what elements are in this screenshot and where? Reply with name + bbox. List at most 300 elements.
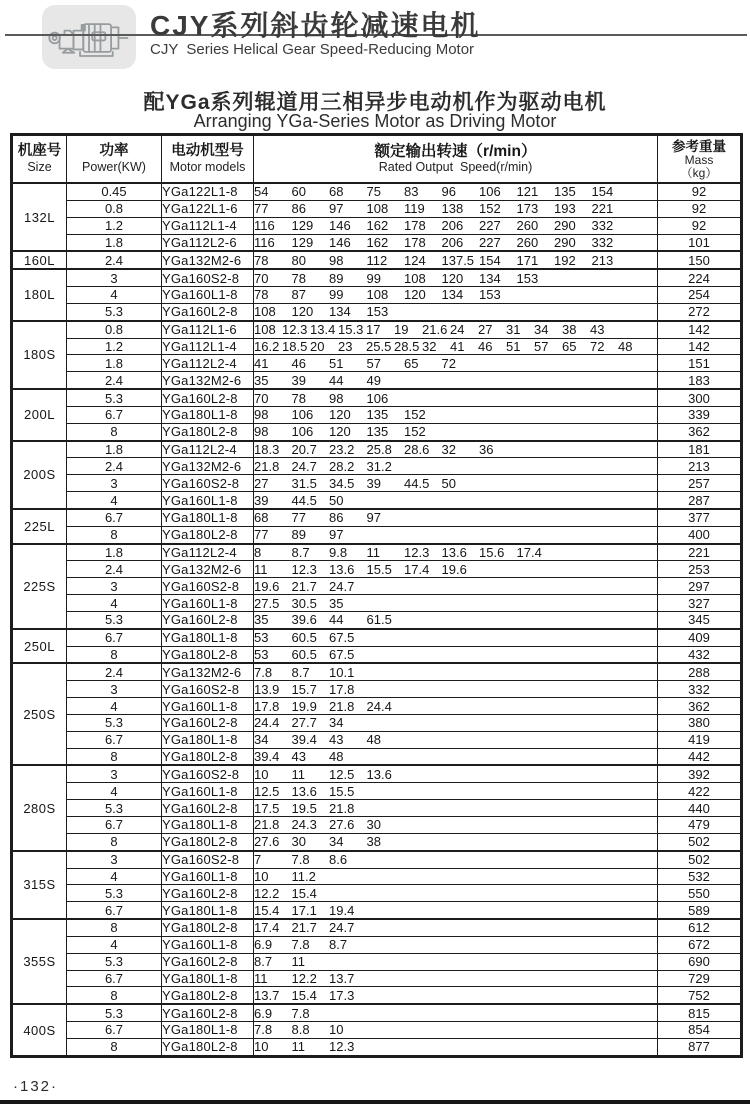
bottom-border-bar <box>0 1100 750 1104</box>
mass-cell: 550 <box>658 885 742 902</box>
power-cell: 3 <box>67 578 162 595</box>
speed-value: 34.5 <box>329 475 355 491</box>
model-cell: YGa180L1-8 <box>162 1022 254 1039</box>
table-row <box>12 441 742 458</box>
mass-cell: 589 <box>658 902 742 919</box>
speed-cell <box>254 611 658 628</box>
size-cell: 250L <box>12 629 67 664</box>
speed-value: 134 <box>441 287 464 303</box>
speed-value: 108 <box>366 287 389 303</box>
speed-value: 15.6 <box>479 545 505 561</box>
power-cell: 2.4 <box>67 372 162 389</box>
speed-value: 27.5 <box>254 595 280 611</box>
power-cell: 1.8 <box>67 544 162 561</box>
speed-value: 60 <box>291 184 306 200</box>
mass-cell: 612 <box>658 919 742 936</box>
speed-cell <box>254 355 658 372</box>
col-header-mass <box>658 135 742 184</box>
speed-value: 34 <box>329 834 344 850</box>
speed-cell <box>254 783 658 800</box>
model-cell: YGa112L1-6 <box>162 321 254 338</box>
size-cell: 200L <box>12 389 67 441</box>
model-cell: YGa160L2-8 <box>162 885 254 902</box>
power-cell: 4 <box>67 492 162 509</box>
gear-motor-icon <box>42 5 136 69</box>
speed-value: 227 <box>479 234 501 250</box>
speed-value: 8.6 <box>329 852 348 868</box>
speed-cell <box>254 953 658 970</box>
speed-value: 116 <box>254 234 275 250</box>
speed-value: 106 <box>291 424 314 440</box>
power-cell: 3 <box>67 851 162 868</box>
speed-value: 53 <box>254 647 269 663</box>
speed-value: 30 <box>291 834 306 850</box>
speed-value: 54 <box>254 184 269 200</box>
mass-cell: 345 <box>658 611 742 628</box>
speed-value: 43 <box>590 322 605 338</box>
table-row <box>12 629 742 646</box>
power-cell: 8 <box>67 526 162 543</box>
mass-cell: 377 <box>658 509 742 526</box>
col-header-mass-unit: （kg） <box>680 165 718 180</box>
mass-cell: 257 <box>658 475 742 492</box>
speed-value: 46 <box>291 355 306 371</box>
model-cell: YGa180L1-8 <box>162 816 254 833</box>
speed-value: 10 <box>329 1022 344 1038</box>
mass-cell: 380 <box>658 714 742 731</box>
speed-cell <box>254 868 658 885</box>
size-cell: 280S <box>12 765 67 850</box>
mass-cell: 142 <box>658 321 742 338</box>
speed-cell <box>254 1038 658 1056</box>
power-cell: 8 <box>67 987 162 1004</box>
col-header-model <box>162 135 254 184</box>
mass-cell: 272 <box>658 303 742 320</box>
speed-value: 152 <box>479 201 501 217</box>
power-cell: 6.7 <box>67 1022 162 1039</box>
speed-value: 108 <box>254 304 276 320</box>
table-row <box>12 800 742 817</box>
speed-value: 86 <box>291 201 306 217</box>
mass-cell: 362 <box>658 423 742 440</box>
speed-cell <box>254 338 658 355</box>
speed-value: 97 <box>366 510 381 526</box>
speed-value: 97 <box>329 201 344 217</box>
mass-cell: 254 <box>658 287 742 304</box>
model-cell: YGa112L2-4 <box>162 544 254 561</box>
model-cell: YGa180L1-8 <box>162 406 254 423</box>
table-row <box>12 611 742 628</box>
table-row <box>12 646 742 663</box>
power-cell: 6.7 <box>67 629 162 646</box>
speed-value: 13.6 <box>441 545 467 561</box>
speed-cell <box>254 714 658 731</box>
mass-cell: 288 <box>658 663 742 680</box>
speed-value: 30.5 <box>291 595 317 611</box>
speed-value: 72 <box>590 338 605 354</box>
speed-cell <box>254 441 658 458</box>
size-cell: 355S <box>12 919 67 1004</box>
size-cell: 225L <box>12 509 67 544</box>
model-cell: YGa160L2-8 <box>162 800 254 817</box>
speed-value: 11 <box>366 545 380 561</box>
mass-cell: 213 <box>658 458 742 475</box>
speed-value: 18.5 <box>282 338 308 354</box>
speed-value: 153 <box>516 270 539 286</box>
speed-value: 11.2 <box>291 868 316 884</box>
speed-value: 112 <box>366 252 388 268</box>
speed-cell <box>254 663 658 680</box>
col-header-size-en: Size <box>27 160 52 174</box>
power-cell: 5.3 <box>67 800 162 817</box>
table-row <box>12 183 742 200</box>
speed-value: 7.8 <box>291 1005 310 1021</box>
speed-value: 27.6 <box>254 834 280 850</box>
speed-value: 129 <box>291 234 314 250</box>
speed-cell <box>254 509 658 526</box>
speed-value: 290 <box>554 218 576 234</box>
speed-value: 27.7 <box>291 715 317 731</box>
speed-value: 11 <box>291 766 305 782</box>
col-header-mass-en: Mass <box>684 152 714 167</box>
speed-value: 31.5 <box>291 475 317 491</box>
speed-value: 75 <box>366 184 381 200</box>
speed-cell <box>254 987 658 1004</box>
model-cell: YGa180L1-8 <box>162 970 254 987</box>
power-cell: 8 <box>67 919 162 936</box>
col-header-power-en: Power(KW) <box>82 160 146 174</box>
model-cell: YGa160S2-8 <box>162 765 254 782</box>
speed-value: 7.8 <box>291 937 310 953</box>
power-cell: 1.8 <box>67 355 162 372</box>
mass-cell: 502 <box>658 851 742 868</box>
speed-value: 206 <box>441 218 464 234</box>
speed-value: 137.5 <box>441 252 475 268</box>
speed-value: 15.5 <box>329 783 355 799</box>
power-cell: 4 <box>67 287 162 304</box>
table-row <box>12 321 742 338</box>
section-heading-cn: 配YGa系列辊道用三相异步电动机作为驱动电机 <box>143 91 607 114</box>
speed-value: 11 <box>254 561 268 577</box>
table-row <box>12 544 742 561</box>
speed-value: 10 <box>254 766 269 782</box>
speed-value: 124 <box>404 252 426 268</box>
speed-value: 10 <box>254 1039 269 1055</box>
col-header-speed-cn: 额定输出转速（r/min） <box>374 143 537 160</box>
model-cell: YGa160L1-8 <box>162 936 254 953</box>
table-body <box>12 183 742 1057</box>
size-cell: 400S <box>12 1004 67 1056</box>
mass-cell: 181 <box>658 441 742 458</box>
speed-value: 146 <box>329 218 351 234</box>
speed-value: 65 <box>562 338 577 354</box>
speed-value: 332 <box>591 218 614 234</box>
speed-cell <box>254 251 658 269</box>
speed-value: 106 <box>479 184 501 200</box>
speed-cell <box>254 544 658 561</box>
model-cell: YGa112L2-4 <box>162 355 254 372</box>
power-cell: 3 <box>67 269 162 286</box>
speed-value: 152 <box>404 424 426 440</box>
power-cell: 0.8 <box>67 321 162 338</box>
power-cell: 6.7 <box>67 731 162 748</box>
size-cell: 160L <box>12 251 67 269</box>
speed-value: 17.4 <box>516 545 542 561</box>
mass-cell: 362 <box>658 698 742 715</box>
speed-value: 15.5 <box>366 561 392 577</box>
speed-value: 116 <box>254 218 275 234</box>
speed-value: 134 <box>479 270 501 286</box>
speed-value: 146 <box>329 234 351 250</box>
speed-value: 12.5 <box>254 783 280 799</box>
speed-value: 44 <box>329 372 344 388</box>
speed-value: 32 <box>441 442 456 458</box>
model-cell: YGa132M2-6 <box>162 251 254 269</box>
speed-value: 80 <box>291 252 306 268</box>
speed-value: 153 <box>479 287 501 303</box>
size-cell: 180L <box>12 269 67 321</box>
speed-value: 48 <box>329 749 344 765</box>
speed-cell <box>254 406 658 423</box>
speed-value: 171 <box>516 252 539 268</box>
model-cell: YGa160S2-8 <box>162 269 254 286</box>
mass-cell: 432 <box>658 646 742 663</box>
speed-value: 19.6 <box>441 561 467 577</box>
speed-value: 98 <box>329 390 344 406</box>
speed-value: 38 <box>366 834 381 850</box>
speed-cell <box>254 800 658 817</box>
model-cell: YGa180L2-8 <box>162 833 254 850</box>
section-heading-en: Arranging YGa-Series Motor as Driving Motor <box>193 111 557 131</box>
mass-cell: 224 <box>658 269 742 286</box>
speed-value: 8.8 <box>291 1022 310 1038</box>
mass-cell: 92 <box>658 200 742 217</box>
speed-value: 39 <box>291 372 306 388</box>
size-cell: 180S <box>12 321 67 389</box>
speed-value: 154 <box>479 252 501 268</box>
speed-value: 24.7 <box>291 458 317 474</box>
speed-value: 13.9 <box>254 681 280 697</box>
power-cell: 6.7 <box>67 406 162 423</box>
speed-cell <box>254 183 658 200</box>
speed-value: 192 <box>554 252 576 268</box>
power-cell: 5.3 <box>67 1004 162 1021</box>
speed-value: 24.4 <box>366 698 392 714</box>
speed-value: 120 <box>404 287 426 303</box>
speed-value: 30 <box>366 817 381 833</box>
speed-value: 72 <box>441 355 456 371</box>
speed-value: 17.3 <box>329 987 355 1003</box>
speed-cell <box>254 492 658 509</box>
power-cell: 5.3 <box>67 953 162 970</box>
mass-cell: 92 <box>658 183 742 200</box>
speed-value: 12.2 <box>291 970 317 986</box>
mass-cell: 440 <box>658 800 742 817</box>
mass-cell: 297 <box>658 578 742 595</box>
speed-value: 87 <box>291 287 306 303</box>
speed-value: 129 <box>291 218 314 234</box>
speed-value: 43 <box>329 732 344 748</box>
model-cell: YGa160L1-8 <box>162 492 254 509</box>
table-row <box>12 987 742 1004</box>
speed-value: 11 <box>254 970 268 986</box>
speed-value: 8.7 <box>329 937 348 953</box>
speed-value: 50 <box>441 475 456 491</box>
power-cell: 8 <box>67 833 162 850</box>
speed-value: 34 <box>329 715 344 731</box>
speed-value: 152 <box>404 407 426 423</box>
speed-value: 332 <box>591 234 614 250</box>
speed-value: 21.8 <box>254 817 280 833</box>
speed-cell <box>254 372 658 389</box>
speed-value: 77 <box>254 201 269 217</box>
speed-value: 21.8 <box>329 800 355 816</box>
speed-value: 206 <box>441 234 464 250</box>
speed-value: 120 <box>441 270 464 286</box>
speed-value: 20 <box>310 338 325 354</box>
speed-value: 8.7 <box>254 954 273 970</box>
speed-value: 7.8 <box>291 852 310 868</box>
speed-value: 78 <box>291 270 306 286</box>
mass-cell: 877 <box>658 1038 742 1056</box>
speed-value: 135 <box>366 424 389 440</box>
speed-value: 23.2 <box>329 442 355 458</box>
speed-cell <box>254 200 658 217</box>
table-row <box>12 1038 742 1056</box>
table-row <box>12 458 742 475</box>
spec-table <box>10 133 743 1058</box>
speed-value: 10.1 <box>329 664 355 680</box>
model-cell: YGa160S2-8 <box>162 851 254 868</box>
speed-value: 24.7 <box>329 920 355 936</box>
table-row <box>12 338 742 355</box>
model-cell: YGa160L1-8 <box>162 698 254 715</box>
table-row <box>12 902 742 919</box>
table-row <box>12 355 742 372</box>
speed-cell <box>254 526 658 543</box>
speed-cell <box>254 851 658 868</box>
power-cell: 4 <box>67 698 162 715</box>
speed-value: 11 <box>291 954 305 970</box>
model-cell: YGa160L2-8 <box>162 389 254 406</box>
speed-value: 21.6 <box>422 322 448 338</box>
speed-value: 17.4 <box>254 920 280 936</box>
speed-value: 44.5 <box>404 475 430 491</box>
power-cell: 4 <box>67 868 162 885</box>
speed-value: 106 <box>291 407 314 423</box>
model-cell: YGa160L2-8 <box>162 303 254 320</box>
speed-cell <box>254 595 658 612</box>
model-cell: YGa180L2-8 <box>162 919 254 936</box>
model-cell: YGa160L1-8 <box>162 287 254 304</box>
mass-cell: 815 <box>658 1004 742 1021</box>
speed-value: 178 <box>404 218 426 234</box>
table-row <box>12 783 742 800</box>
speed-value: 12.3 <box>282 322 308 338</box>
speed-value: 153 <box>366 304 389 320</box>
table-row <box>12 200 742 217</box>
speed-value: 15.4 <box>291 885 317 901</box>
speed-value: 67.5 <box>329 647 355 663</box>
col-header-mass-cn: 参考重量 <box>672 138 726 154</box>
speed-cell <box>254 578 658 595</box>
speed-value: 35 <box>254 372 269 388</box>
model-cell: YGa180L1-8 <box>162 629 254 646</box>
mass-cell: 392 <box>658 765 742 782</box>
speed-value: 27.6 <box>329 817 355 833</box>
page-number: ·132· <box>13 1078 59 1095</box>
power-cell: 2.4 <box>67 458 162 475</box>
speed-cell <box>254 475 658 492</box>
table-row <box>12 1022 742 1039</box>
speed-cell <box>254 389 658 406</box>
speed-value: 99 <box>329 287 344 303</box>
speed-value: 108 <box>366 201 389 217</box>
speed-value: 12.2 <box>254 885 280 901</box>
page-subtitle: CJY Series Helical Gear Speed-Reducing Motor <box>150 41 475 58</box>
speed-value: 35 <box>254 612 269 628</box>
power-cell: 2.4 <box>67 251 162 269</box>
model-cell: YGa160S2-8 <box>162 475 254 492</box>
model-cell: YGa160L1-8 <box>162 783 254 800</box>
model-cell: YGa112L1-4 <box>162 217 254 234</box>
speed-value: 290 <box>554 234 576 250</box>
speed-cell <box>254 1022 658 1039</box>
table-row <box>12 851 742 868</box>
speed-value: 7.8 <box>254 1022 273 1038</box>
speed-value: 173 <box>516 201 539 217</box>
speed-value: 21.7 <box>291 920 317 936</box>
speed-value: 260 <box>516 234 539 250</box>
speed-value: 19.5 <box>291 800 317 816</box>
speed-value: 78 <box>291 390 306 406</box>
mass-cell: 92 <box>658 217 742 234</box>
table-header-row <box>12 135 742 184</box>
mass-cell: 300 <box>658 389 742 406</box>
speed-value: 99 <box>366 270 381 286</box>
speed-value: 36 <box>479 442 494 458</box>
mass-cell: 327 <box>658 595 742 612</box>
speed-cell <box>254 458 658 475</box>
speed-value: 25.8 <box>366 442 392 458</box>
speed-value: 38 <box>562 322 577 338</box>
speed-value: 39 <box>254 492 269 508</box>
power-cell: 4 <box>67 936 162 953</box>
power-cell: 4 <box>67 595 162 612</box>
power-cell: 1.8 <box>67 234 162 251</box>
table-row <box>12 372 742 389</box>
speed-value: 34 <box>254 732 269 748</box>
power-cell: 3 <box>67 475 162 492</box>
table-row <box>12 423 742 440</box>
speed-value: 28.5 <box>394 338 420 354</box>
speed-value: 12.3 <box>404 545 430 561</box>
power-cell: 3 <box>67 765 162 782</box>
speed-value: 15.7 <box>291 681 317 697</box>
table-row <box>12 681 742 698</box>
model-cell: YGa132M2-6 <box>162 458 254 475</box>
speed-value: 13.4 <box>310 322 336 338</box>
model-cell: YGa180L2-8 <box>162 646 254 663</box>
speed-value: 17.8 <box>254 698 280 714</box>
table-row <box>12 492 742 509</box>
col-header-size <box>12 135 67 184</box>
speed-cell <box>254 902 658 919</box>
power-cell: 4 <box>67 783 162 800</box>
speed-cell <box>254 919 658 936</box>
col-header-model-cn: 电动机型号 <box>171 143 244 159</box>
speed-value: 24.3 <box>291 817 317 833</box>
